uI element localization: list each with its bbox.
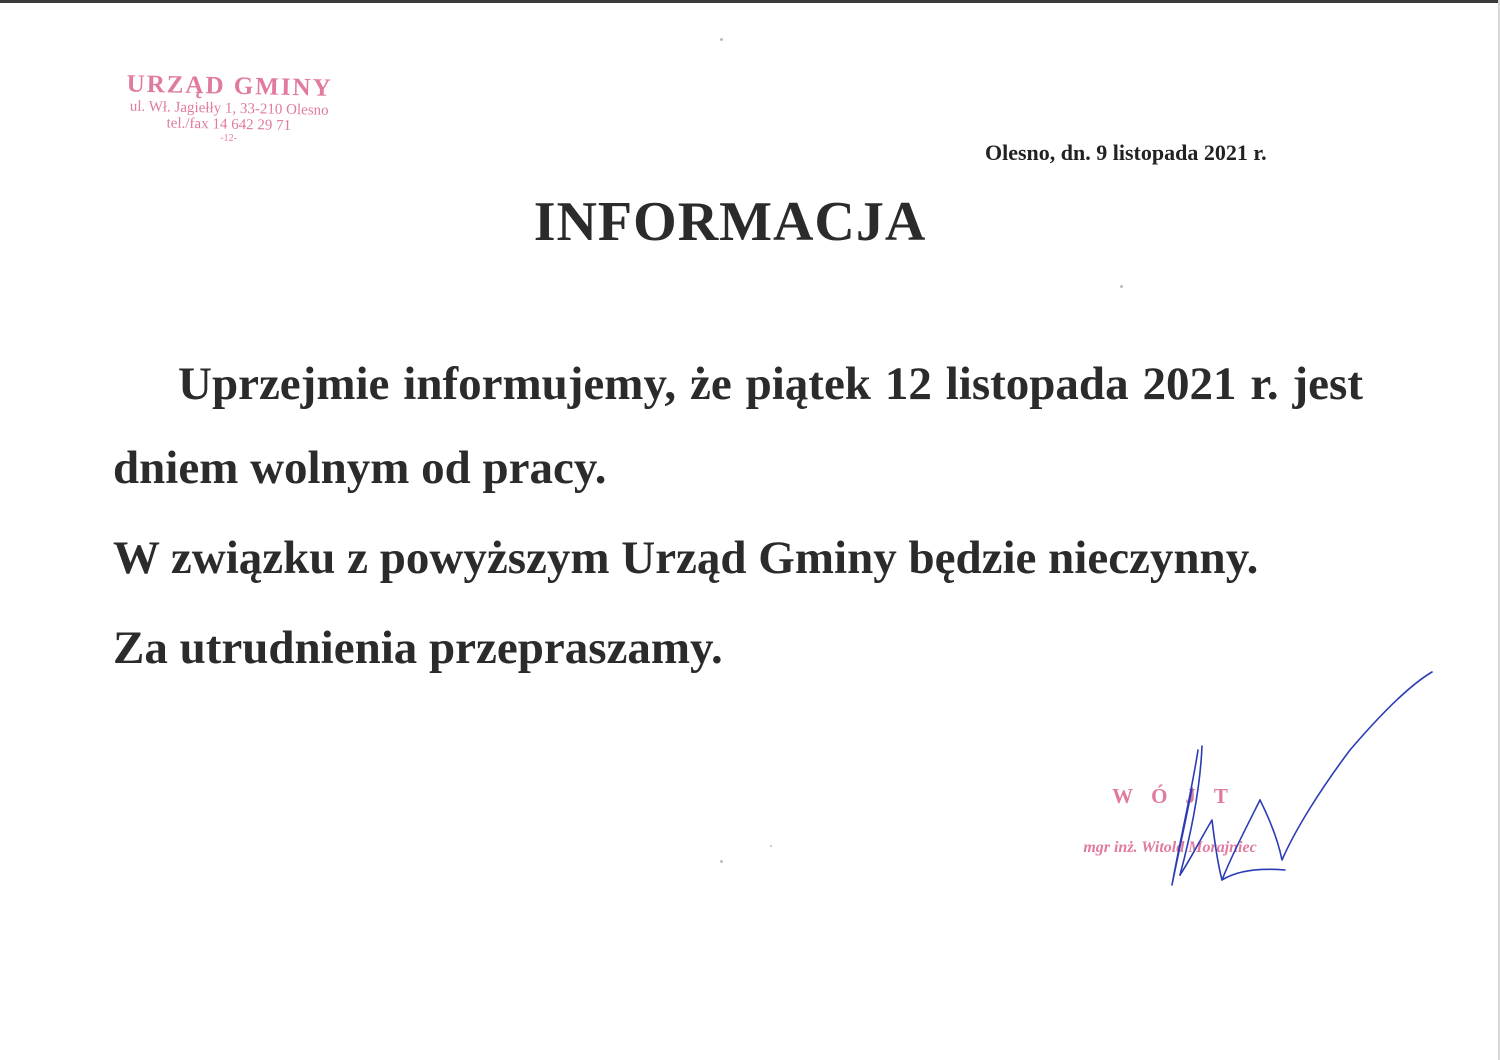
place-date: Olesno, dn. 9 listopada 2021 r.: [985, 140, 1267, 165]
scan-top-edge: [0, 0, 1500, 3]
scan-speck: [770, 845, 772, 847]
office-stamp-name: URZĄD GMINY: [126, 70, 333, 102]
paragraph-holiday: Uprzejmie informujemy, że piątek 12 listopada 2021 r. jest dniem wolnym od pracy.: [113, 358, 1363, 494]
paragraph-apology: Za utrudnienia przepraszamy.: [113, 622, 723, 674]
document-body: [113, 342, 1363, 690]
paragraph-office-closed: W związku z powyższym Urząd Gminy będzie nieczynny.: [113, 532, 1259, 584]
scan-speck: [1120, 285, 1123, 288]
scan-speck: [720, 38, 723, 41]
mayor-stamp-title: WÓJT: [1112, 784, 1246, 808]
office-stamp-address: ul. Wł. Jagiełły 1, 33-210 Olesno: [129, 98, 329, 119]
document-title: INFORMACJA: [533, 191, 927, 253]
office-stamp-number: -12-: [220, 132, 238, 144]
mayor-stamp-name: mgr inż. Witold Morajniec: [1083, 839, 1257, 856]
handwritten-signature: [1120, 670, 1450, 900]
scan-speck: [720, 860, 723, 863]
office-stamp-phone: tel./fax 14 642 29 71: [166, 115, 292, 135]
office-stamp: [98, 70, 359, 147]
